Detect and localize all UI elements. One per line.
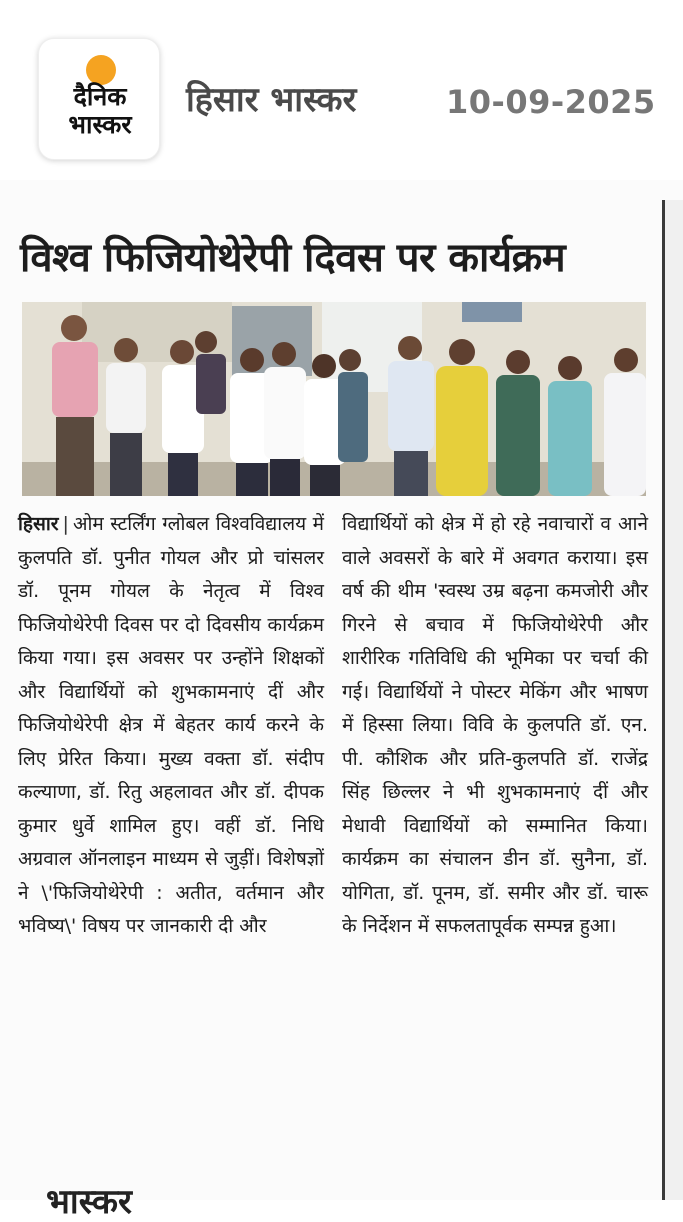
article-column-left [18, 508, 324, 944]
next-clipping-fragment [18, 1182, 278, 1222]
group-photo-illustration [22, 302, 646, 496]
logo-text-line2: भास्कर [68, 110, 132, 139]
edition-date: 10-09-2025 [446, 83, 656, 121]
edition-name: हिसार भास्कर [186, 80, 357, 120]
dateline-separator: | [62, 513, 69, 535]
sun-icon [86, 55, 116, 85]
article-body-right: विद्यार्थियों को क्षेत्र में हो रहे नवाचारों व आने वाले अवसरों के बारे में अवगत कराया। इस वर्ष की थीम 'स्वस्थ उम्र बढ़ना कमजोरी और गिरने से बचाव में फिजियोथेरेपी और शारीरिक गतिविधि की भूमिका पर चर्चा की गई। विद्यार्थियों ने पोस्टर मेकिंग और भाषण में हिस्सा लिया। विवि के कुलपति डॉ. एन. पी. कौशिक और प्रति-कुलपति डॉ. राजेंद्र सिंह छिल्लर ने भी शुभकामनाएं दीं और मेधावी विद्यार्थियों को सम्मानित किया। कार्यक्रम का संचालन डीन डॉ. सुनैना, डॉ. योगिता, डॉ. पूनम, डॉ. समीर और डॉ. चारू के निर्देशन में सफलतापूर्वक सम्पन्न हुआ। [342, 513, 648, 937]
dainik-bhaskar-logo[interactable] [38, 38, 160, 160]
group-photo [22, 302, 646, 496]
article-column-right [342, 508, 648, 944]
article-dateline: हिसार [18, 513, 59, 535]
app-header [0, 0, 683, 180]
next-clipping-text: भास्कर [46, 1182, 132, 1222]
article-body-left: ओम स्टर्लिंग ग्लोबल विश्वविद्यालय में कुलपति डॉ. पुनीत गोयल और प्रो चांसलर डॉ. पूनम गोयल के नेतृत्व में विश्व फिजियोथेरेपी दिवस पर दो दिवसीय कार्यक्रम किया गया। इस अवसर पर उन्होंने शिक्षकों और विद्यार्थियों को शुभकामनाएं दीं और फिजियोथेरेपी क्षेत्र में बेहतर कार्य करने के लिए प्रेरित किया। मुख्य वक्ता डॉ. संदीप कल्याणा, डॉ. रितु अहलावत और डॉ. दीपक कुमार धुर्वे शामिल हुए। वहीं डॉ. निधि अग्रवाल ऑनलाइन माध्यम से जुड़ीं। विशेषज्ञों ने \'फिजियोथेरेपी : अतीत, वर्तमान और भविष्य\' विषय पर जानकारी दी और [18, 513, 324, 937]
article-headline: विश्व फिजियोथेरेपी दिवस पर कार्यक्रम [20, 235, 566, 281]
adjacent-page-strip [665, 200, 683, 1200]
logo-text-line1: दैनिक [73, 82, 127, 111]
